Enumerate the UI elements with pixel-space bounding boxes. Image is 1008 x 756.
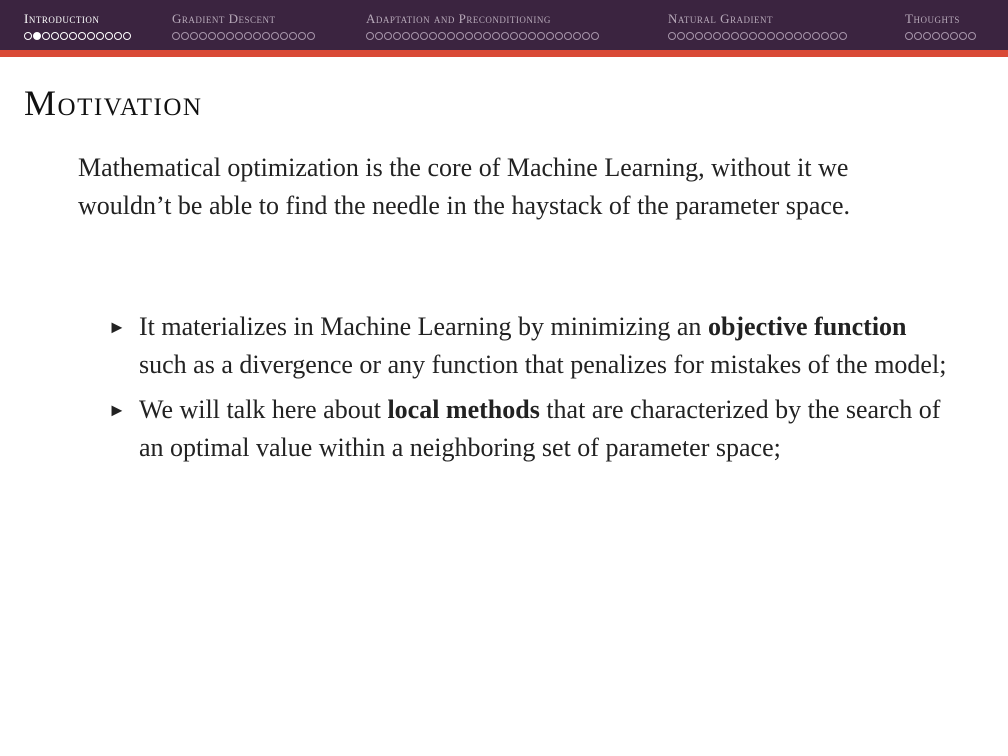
slide-dot[interactable]	[375, 32, 383, 40]
slide-dot[interactable]	[950, 32, 958, 40]
slide-dot[interactable]	[114, 32, 122, 40]
bullet-text: It materializes in Machine Learning by minimizing an	[139, 312, 708, 341]
current-slide-dot[interactable]	[33, 32, 41, 40]
slide-dot[interactable]	[510, 32, 518, 40]
slide-dot[interactable]	[749, 32, 757, 40]
slide-dot[interactable]	[959, 32, 967, 40]
slide-dot[interactable]	[190, 32, 198, 40]
slide-dot[interactable]	[812, 32, 820, 40]
bullet-item	[108, 391, 948, 467]
slide-dot[interactable]	[262, 32, 270, 40]
nav-section-title: Adaptation and Preconditioning	[366, 11, 551, 26]
slide-dot[interactable]	[785, 32, 793, 40]
nav-section-title: Thoughts	[905, 11, 960, 26]
slide-dot[interactable]	[474, 32, 482, 40]
slide-dot[interactable]	[767, 32, 775, 40]
slide-dot[interactable]	[226, 32, 234, 40]
slide-dot[interactable]	[235, 32, 243, 40]
slide-dot[interactable]	[87, 32, 95, 40]
bullet-bold-term: local methods	[387, 395, 540, 424]
slide-dot[interactable]	[591, 32, 599, 40]
slide-dot[interactable]	[384, 32, 392, 40]
nav-section-thoughts[interactable]	[905, 11, 976, 42]
right-triangle-bullet-icon: ►	[108, 400, 126, 420]
intro-paragraph: Mathematical optimization is the core of Machine Learning, without it we wouldn’t be able to find the needle in the haystack of the parameter space.	[78, 153, 851, 220]
slide-dot[interactable]	[528, 32, 536, 40]
bullet-text: such as a divergence or any function that penalizes for mistakes of the model;	[139, 350, 947, 379]
slide-dot[interactable]	[181, 32, 189, 40]
slide-dot[interactable]	[411, 32, 419, 40]
slide-dot[interactable]	[740, 32, 748, 40]
slide-dot[interactable]	[537, 32, 545, 40]
slide-dot[interactable]	[298, 32, 306, 40]
nav-section-title: Introduction	[24, 11, 100, 26]
slide-dot[interactable]	[932, 32, 940, 40]
navigation-bar	[0, 0, 1008, 50]
slide-dot[interactable]	[172, 32, 180, 40]
nav-slide-dots	[24, 32, 131, 42]
slide-dot[interactable]	[686, 32, 694, 40]
slide-dot[interactable]	[713, 32, 721, 40]
bullet-bold-term: objective function	[707, 312, 907, 341]
bullet-item	[108, 308, 948, 384]
slide-dot[interactable]	[564, 32, 572, 40]
slide-dot[interactable]	[519, 32, 527, 40]
slide-dot[interactable]	[244, 32, 252, 40]
nav-slide-dots	[668, 32, 847, 42]
slide-dot[interactable]	[923, 32, 931, 40]
bullet-list	[108, 308, 948, 474]
bullet-text: that are characterized by the search of an optimal value within a neighboring set of parameter space;	[139, 395, 941, 462]
nav-slide-dots	[905, 32, 976, 42]
slide-dot[interactable]	[758, 32, 766, 40]
nav-section-adaptation[interactable]	[366, 11, 599, 42]
nav-slide-dots	[366, 32, 599, 42]
slide-title: Motivation	[24, 83, 203, 123]
slide-dot[interactable]	[483, 32, 491, 40]
slide-dot[interactable]	[402, 32, 410, 40]
bullet-text: We will talk here about	[139, 395, 388, 424]
slide-dot[interactable]	[366, 32, 374, 40]
slide-dot[interactable]	[501, 32, 509, 40]
slide-dot[interactable]	[668, 32, 676, 40]
nav-section-title: Gradient Descent	[172, 11, 276, 26]
slide-dot[interactable]	[51, 32, 59, 40]
nav-slide-dots	[172, 32, 315, 42]
slide-dot[interactable]	[105, 32, 113, 40]
slide-dot[interactable]	[941, 32, 949, 40]
slide-dot[interactable]	[821, 32, 829, 40]
slide-dot[interactable]	[704, 32, 712, 40]
slide-dot[interactable]	[280, 32, 288, 40]
slide-dot[interactable]	[582, 32, 590, 40]
slide-dot[interactable]	[78, 32, 86, 40]
slide-dot[interactable]	[573, 32, 581, 40]
slide-dot[interactable]	[914, 32, 922, 40]
slide-dot[interactable]	[839, 32, 847, 40]
nav-section-natural-gradient[interactable]	[668, 11, 847, 42]
slide-dot[interactable]	[731, 32, 739, 40]
nav-section-gradient-descent[interactable]	[172, 11, 315, 42]
slide-dot[interactable]	[722, 32, 730, 40]
right-triangle-bullet-icon: ►	[108, 317, 126, 337]
nav-section-introduction[interactable]	[24, 11, 131, 42]
slide-dot[interactable]	[492, 32, 500, 40]
slide-dot[interactable]	[803, 32, 811, 40]
slide-dot[interactable]	[96, 32, 104, 40]
slide-dot[interactable]	[420, 32, 428, 40]
slide-dot[interactable]	[830, 32, 838, 40]
slide-dot[interactable]	[456, 32, 464, 40]
slide-dot[interactable]	[905, 32, 913, 40]
slide-dot[interactable]	[24, 32, 32, 40]
slide-dot[interactable]	[429, 32, 437, 40]
slide-dot[interactable]	[968, 32, 976, 40]
slide-dot[interactable]	[199, 32, 207, 40]
slide-dot[interactable]	[555, 32, 563, 40]
slide-dot[interactable]	[60, 32, 68, 40]
slide-dot[interactable]	[208, 32, 216, 40]
slide-dot[interactable]	[677, 32, 685, 40]
slide-dot[interactable]	[794, 32, 802, 40]
slide-dot[interactable]	[393, 32, 401, 40]
slide-dot[interactable]	[217, 32, 225, 40]
slide-dot[interactable]	[438, 32, 446, 40]
slide-dot[interactable]	[546, 32, 554, 40]
nav-section-title: Natural Gradient	[668, 11, 774, 26]
slide-dot[interactable]	[465, 32, 473, 40]
slide-dot[interactable]	[776, 32, 784, 40]
slide-dot[interactable]	[123, 32, 131, 40]
slide-dot[interactable]	[253, 32, 261, 40]
slide-dot[interactable]	[307, 32, 315, 40]
slide-dot[interactable]	[69, 32, 77, 40]
navigation-accent-bar	[0, 50, 1008, 57]
slide-dot[interactable]	[42, 32, 50, 40]
slide-dot[interactable]	[695, 32, 703, 40]
slide-dot[interactable]	[447, 32, 455, 40]
slide-dot[interactable]	[289, 32, 297, 40]
slide-dot[interactable]	[271, 32, 279, 40]
